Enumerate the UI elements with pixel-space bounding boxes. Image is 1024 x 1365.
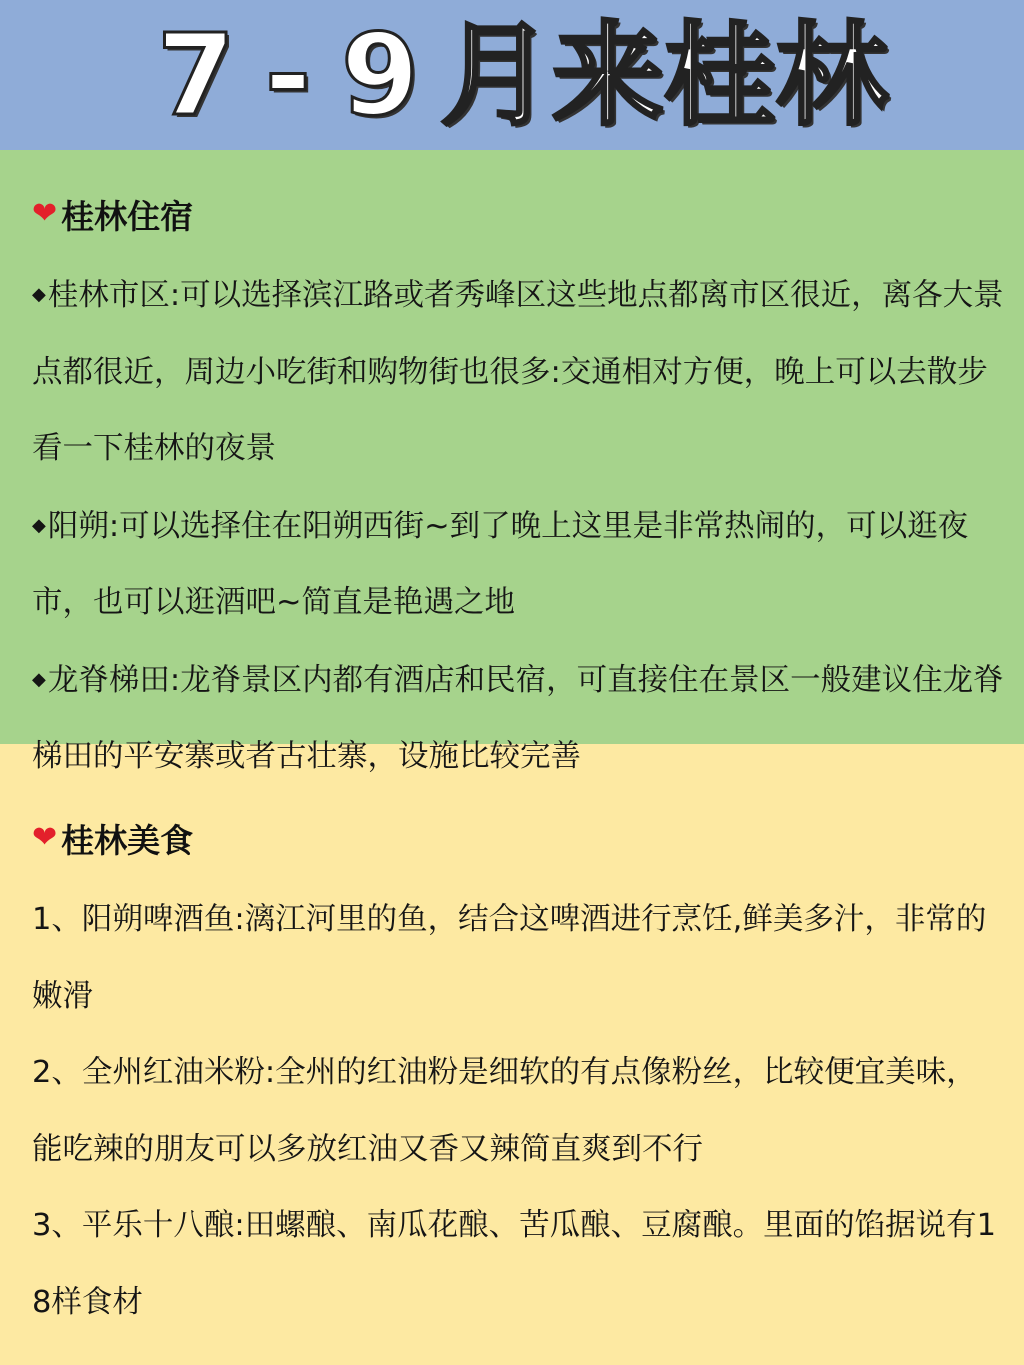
title-char: 桂: [664, 11, 776, 141]
food-section: [32, 808, 1004, 868]
title-char: 月: [440, 11, 552, 141]
title-char: 来: [552, 11, 664, 141]
food-heading-text: 桂林美食: [61, 820, 194, 860]
heart-icon: ❤: [32, 196, 58, 231]
title-char: -: [264, 11, 312, 141]
lodging-items: [32, 257, 1004, 796]
title-char: 林: [776, 11, 888, 141]
food-heading: [32, 808, 1004, 868]
title-char: 9: [341, 11, 419, 141]
heart-icon: ❤: [32, 820, 58, 855]
lodging-item-text: 龙脊梯田:龙脊景区内都有酒店和民宿，可直接住在景区一般建议住龙脊梯田的平安寨或者古壮寨，设施比较完善: [32, 662, 1004, 774]
diamond-icon: ◆: [32, 284, 46, 305]
lodging-heading: [32, 184, 1004, 244]
lodging-item-text: 阳朔:可以选择住在阳朔西街~到了晚上这里是非常热闹的，可以逛夜市，也可以逛酒吧~简直是艳遇之地: [32, 508, 969, 620]
lodging-item-yangshuo: [32, 488, 1004, 642]
lodging-item-longji: [32, 642, 1004, 796]
page-title: [0, 6, 1024, 146]
diamond-icon: ◆: [32, 514, 46, 536]
diamond-icon: ◆: [32, 668, 46, 690]
lodging-item-city: [32, 257, 1004, 488]
food-items: [32, 882, 1004, 1341]
food-item-beer-fish: 1、阳朔啤酒鱼:漓江河里的鱼，结合这啤酒进行烹饪,鲜美多汁，非常的嫩滑: [32, 902, 987, 1014]
food-item-rice-noodle: 2、全州红油米粉:全州的红油粉是细软的有点像粉丝，比较便宜美味，能吃辣的朋友可以多放红油又香又辣简直爽到不行: [32, 1055, 977, 1167]
food-item-stuffed: 3、平乐十八酿:田螺酿、南瓜花酿、苦瓜酿、豆腐酿。里面的馅据说有18样食材: [32, 1208, 997, 1320]
lodging-item-text: 桂林市区:可以选择滨江路或者秀峰区这些地点都离市区很近，离各大景点都很近，周边小吃街和购物街也很多:交通相对方便，晚上可以去散步看一下桂林的夜景: [32, 278, 1004, 466]
lodging-section: [32, 184, 1004, 244]
lodging-heading-text: 桂林住宿: [61, 196, 194, 236]
title-char: 7: [157, 11, 235, 141]
